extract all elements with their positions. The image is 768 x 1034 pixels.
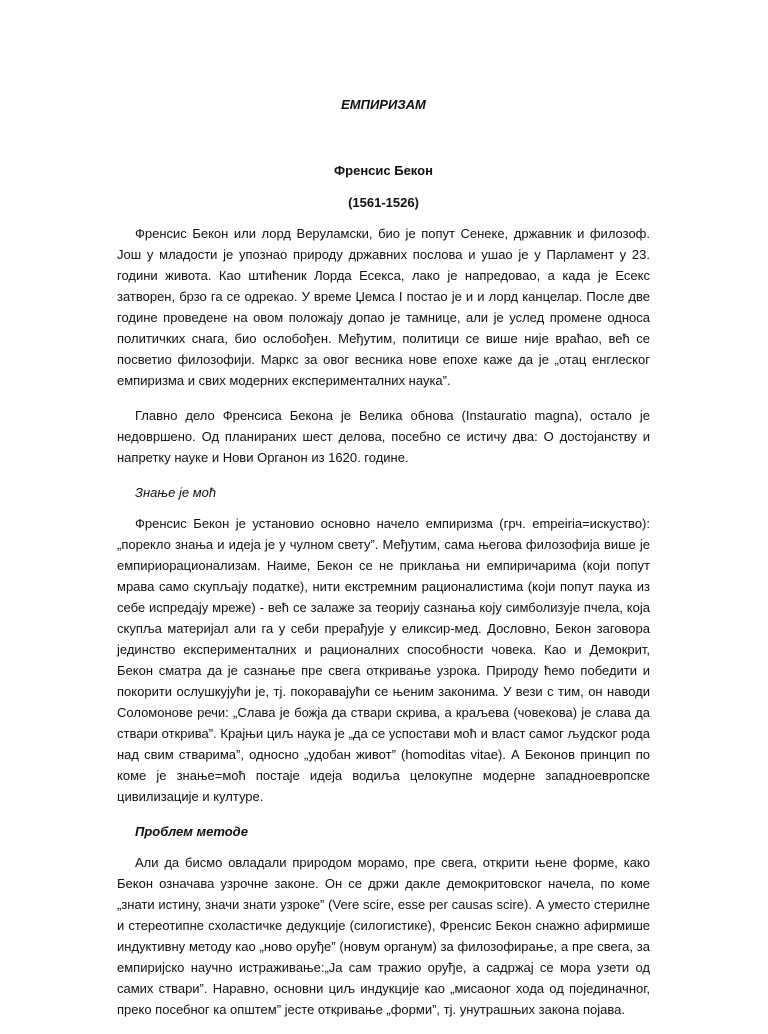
paragraph-empiricism-principle: Френсис Бекон је установио основно начело емпиризма (грч. empeiria=искуство): „порекло знања и идеја је у чулном свету”. Међутим, сама његова филозофија више је емпириорационализам. Наиме, Бекон се не приклања ни емпиричарима (који попут мрава само скупљају податке), нити екстремним рационалистима (који попут паука из себе испредају мреже) - већ се залаже за теорију сазнања коју симболизује пчела, која скупља материјал али га у себи прерађује у еликсир-мед. Дословно, Бекон заговора јединство експерименталних и рационалних способности човека. Као и Демокрит, Бекон сматра да је сазнање пре свега откривање узрока. Природу ћемо победити и покорити ослушкујући је, тј. покоравајући се њеним законима. У вези с тим, он наводи Соломонове речи: „Слава је божја да ствари скрива, а краљева (човекова) је слава да ствари открива”. Крајњи циљ наука је „да се успостави моћ и власт самог људског рода над свим стварима”, односно „удобан живот” (homoditas vitae). А Беконов принцип по коме је знање=моћ постаје идеја водиља целокупне модерне западноевропске цивилизације и културе. <box>117 516 650 804</box>
author-years: (1561-1526) <box>348 195 419 210</box>
paragraph-biography: Френсис Бекон или лорд Веруламски, био је попут Сенеке, државник и филозоф. Још у младости је упознао природу државних послова и ушао је у Парламент у 23. години живота. Као штићеник Лорда Есекса, лако је напредовао, а када је Есекс затворен, брзо га се одрекао. У време Џемса I постао је и и лорд канцелар. После две године проведене на овом положају допао је тамнице, али је услед промене односа политичких снага, био ослобођен. Међутим, политици се више није враћао, већ се посветио филозофији. Маркс за овог весника нове епохе каже да је „отац енглеског емпиризма и свих модерних експерименталних наука”. <box>117 226 650 388</box>
document-body <box>117 94 650 1034</box>
section-heading-knowledge-is-power: Знање је моћ <box>135 485 217 500</box>
paragraph-main-work: Главно дело Френсиса Бекона је Велика обнова (Instauratio magna), остало је недовршено. Од планираних шест делова, посебно се истичу два: О достојанству и напретку науке и Нови Органон из 1620. године. <box>117 408 650 465</box>
document-title: ЕМПИРИЗАМ <box>341 97 426 112</box>
section-heading-problem-of-method: Проблем методе <box>135 824 248 839</box>
author-heading: Френсис Бекон <box>334 163 433 178</box>
paragraph-method: Али да бисмо овладали природом морамо, пре свега, открити њене форме, како Бекон означава узрочне законе. Он се држи дакле демокритовског начела, по коме „знати истину, значи знати узроке” (Vere scire, esse per causas scire). А уместо стерилне и стереотипне схоластичке дедукције (силогистике), Френсис Бекон снажно афирмише индуктивну методу као „ново оруђе” (новум органум) за филозофирање, а пре свега, за емпиријско научно истраживање:„Ја сам тражио оруђе, а садржај се мора узети од самих ствари”. Наравно, основни циљ индукције као „мисаоног хода од појединачног, преко посебног ка општем” јесте откривање „форми”, тј. унутрашњих закона појава. <box>117 855 650 1017</box>
